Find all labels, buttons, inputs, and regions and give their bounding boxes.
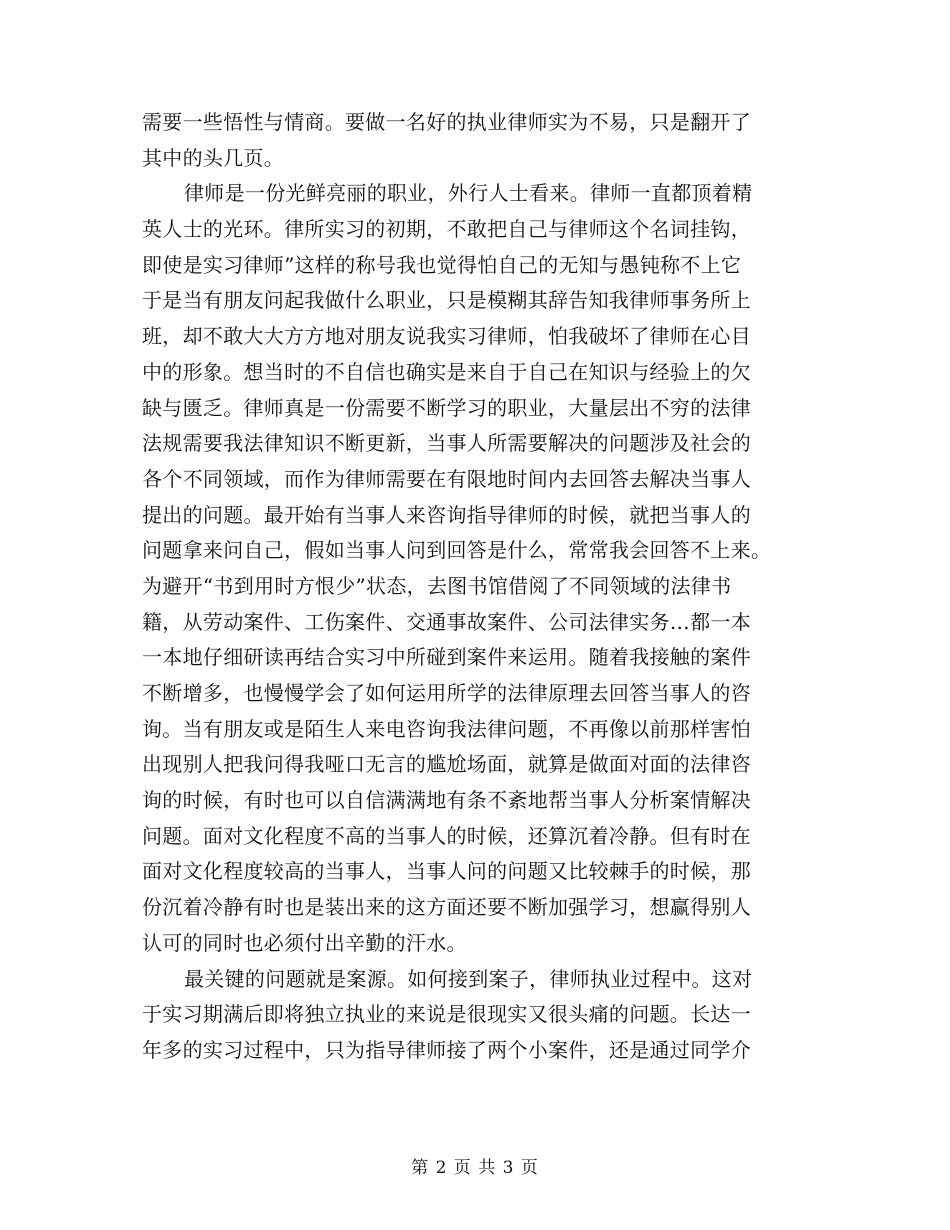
paragraph-start-line: 律师是一份光鲜亮丽的职业，外行人士看来。律师一直都顶着精 [184,181,753,206]
text-line: 问题拿来问自己，假如当事人问到回答是什么，常常我会回答不上来。 [142,538,772,563]
text-line: 于实习期满后即将独立执业的来说是很现实又很头痛的问题。长达一 [142,1002,751,1027]
text-line: 询。当有朋友或是陌生人来电咨询我法律问题，不再像以前那样害怕 [142,716,751,741]
text-line: 问题。面对文化程度不高的当事人的时候，还算沉着冷静。但有时在 [142,823,751,848]
text-line: 不断增多，也慢慢学会了如何运用所学的法律原理去回答当事人的咨 [142,681,751,705]
text-line: 一本地仔细研读再结合实习中所碰到案件来运用。随着我接触的案件 [142,645,751,670]
text-line: 询的时候，有时也可以自信满满地有条不紊地帮当事人分析案情解决 [142,788,751,813]
text-line: 需要一些悟性与情商。要做一名好的执业律师实为不易，只是翻开了 [142,110,751,134]
text-line: 提出的问题。最开始有当事人来咨询指导律师的时候，就把当事人的 [142,502,751,527]
text-line: 于是当有朋友问起我做什么职业，只是模糊其辞告知我律师事务所上 [142,288,751,313]
page-number-footer: 第 2 页 共 3 页 [411,1158,539,1178]
text-line: 出现别人把我问得我哑口无言的尴尬场面，就算是做面对面的法律咨 [142,752,751,777]
text-line: 即使是实习律师”这样的称号我也觉得怕自己的无知与愚钝称不上它 [142,252,742,277]
text-line: 为避开“书到用时方恨少”状态，去图书馆借阅了不同领域的法律书 [142,573,732,598]
text-line: 各个不同领域，而作为律师需要在有限地时间内去回答去解决当事人 [142,466,751,491]
text-line: 中的形象。想当时的不自信也确实是来自于自己在知识与经验上的欠 [142,359,751,384]
text-line: 英人士的光环。律所实习的初期，不敢把自己与律师这个名词挂钩， [142,217,751,242]
text-line: 缺与匮乏。律师真是一份需要不断学习的职业，大量层出不穷的法律 [142,395,751,420]
text-line: 面对文化程度较高的当事人，当事人问的问题又比较棘手的时候，那 [142,859,751,884]
text-line: 其中的头几页。 [142,145,285,170]
text-line: 年多的实习过程中，只为指导律师接了两个小案件，还是通过同学介 [142,1037,751,1062]
text-line: 认可的同时也必须付出辛勤的汗水。 [142,930,467,955]
text-line: 班，却不敢大大方方地对朋友说我实习律师，怕我破坏了律师在心目 [142,324,751,349]
paragraph-start-line: 最关键的问题就是案源。如何接到案子，律师执业过程中。这对 [184,966,753,991]
text-line: 份沉着冷静有时也是装出来的这方面还要不断加强学习，想赢得别人 [142,895,751,920]
text-line: 籍，从劳动案件、工伤案件、交通事故案件、公司法律实务…都一本 [142,609,751,634]
text-line: 法规需要我法律知识不断更新，当事人所需要解决的问题涉及社会的 [142,431,751,456]
document-body [142,105,802,1069]
